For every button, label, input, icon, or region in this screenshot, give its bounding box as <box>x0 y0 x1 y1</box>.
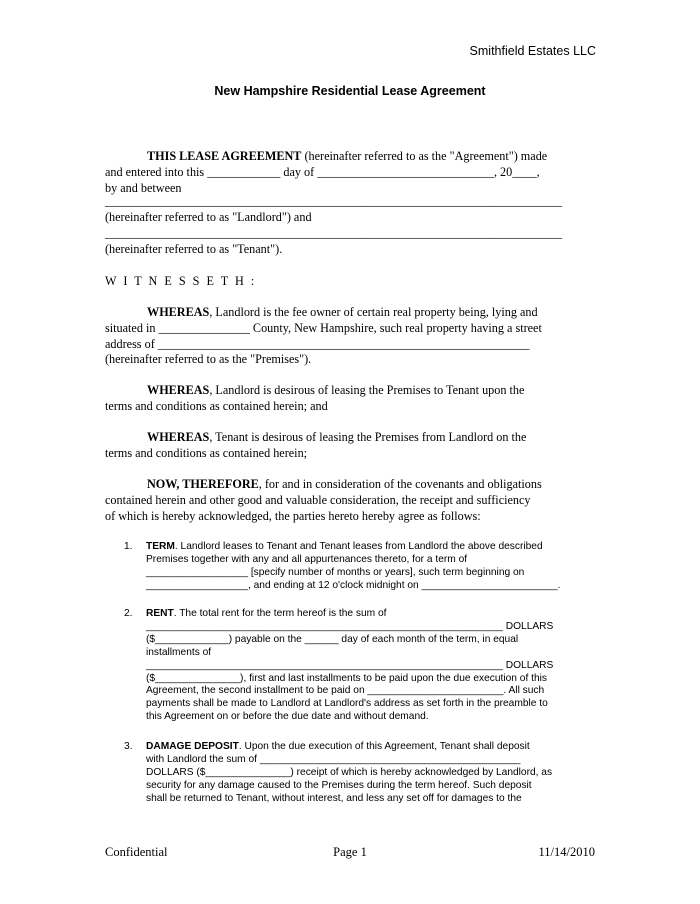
clause-heading: RENT <box>146 608 174 619</box>
whereas1-line2: situated in _______________ County, New Hampshire, such real property having a street <box>105 320 542 335</box>
clause-line: Agreement, the second installment to be paid on ________________________. All such <box>146 685 545 697</box>
clause-line: payments shall be made to Landlord at Landlord's address as set forth in the preamble to <box>146 698 548 710</box>
intro-line2: and entered into this ____________ day of _____________________________, 20____, <box>105 164 540 179</box>
landlord-label: (hereinafter referred to as "Landlord") and <box>105 210 312 225</box>
intro-paragraph <box>105 149 600 258</box>
landlord-blank: ___________________________________________________________________________ <box>105 194 563 209</box>
intro-line3: by and between <box>105 180 182 195</box>
footer-page-number: Page 1 <box>333 845 367 859</box>
now-therefore-line3: of which is hereby acknowledged, the parties hereto hereby agree as follows: <box>105 508 481 523</box>
footer-confidential: Confidential <box>105 845 168 859</box>
whereas1-bold: WHEREAS <box>147 305 210 319</box>
clause-line: __________________, and ending at 12 o'clock midnight on ________________________. <box>146 579 561 591</box>
whereas1-line3: address of _____________________________________________________________ <box>105 336 530 351</box>
clause-line: _______________________________________________________________ DOLLARS <box>146 620 554 632</box>
clause-heading: DAMAGE DEPOSIT <box>146 741 239 752</box>
now-therefore-line1: , for and in consideration of the covenants and obligations <box>258 477 542 491</box>
whereas-paragraph-2 <box>105 383 600 415</box>
clause-line: installments of <box>146 646 212 658</box>
tenant-label: (hereinafter referred to as "Tenant"). <box>105 241 283 256</box>
whereas1-line4: (hereinafter referred to as the "Premises"). <box>105 352 312 367</box>
clause-line: ($_____________) payable on the ______ day of each month of the term, in equal <box>146 633 519 645</box>
intro-bold: THIS LEASE AGREEMENT <box>147 149 302 163</box>
whereas3-bold: WHEREAS <box>147 430 210 444</box>
clause-line: . Upon the due execution of this Agreement, Tenant shall deposit <box>238 741 530 752</box>
now-therefore-paragraph <box>105 477 600 524</box>
clause-line: . Landlord leases to Tenant and Tenant leases from Landlord the above described <box>174 541 543 552</box>
clause-number: 2. <box>124 608 133 619</box>
whereas3-line2: terms and conditions as contained herein; <box>105 445 308 460</box>
company-name: Smithfield Estates LLC <box>469 44 596 58</box>
clause-line: with Landlord the sum of ______________________________________________ <box>146 753 521 765</box>
document-title: New Hampshire Residential Lease Agreement <box>214 84 486 98</box>
whereas2-bold: WHEREAS <box>147 383 210 397</box>
witnesseth-heading: W I T N E S S E T H : <box>105 274 257 288</box>
clause-line: . The total rent for the term hereof is the sum of <box>173 608 387 619</box>
whereas1-line1: , Landlord is the fee owner of certain real property being, lying and <box>209 305 538 319</box>
clause-line: Premises together with any and all appurtenances thereto, for a term of <box>146 553 468 565</box>
clause-number: 1. <box>124 541 133 552</box>
whereas-paragraph-3 <box>105 430 600 462</box>
whereas2-line2: terms and conditions as contained herein; and <box>105 398 328 413</box>
footer-date: 11/14/2010 <box>538 845 595 859</box>
clause-line: DOLLARS ($_______________) receipt of which is hereby acknowledged by Landlord, as <box>146 766 553 778</box>
now-therefore-line2: contained herein and other good and valuable consideration, the receipt and sufficiency <box>105 492 531 507</box>
now-therefore-bold: NOW, THEREFORE <box>147 477 259 491</box>
whereas2-line1: , Landlord is desirous of leasing the Premises to Tenant upon the <box>209 383 525 397</box>
whereas-paragraph-1 <box>105 305 600 368</box>
whereas3-line1: , Tenant is desirous of leasing the Premises from Landlord on the <box>209 430 527 444</box>
clause-line: __________________ [specify number of months or years], such term beginning on <box>146 566 525 578</box>
clause-line: shall be returned to Tenant, without interest, and less any set off for damages to the <box>146 792 522 804</box>
tenant-blank: ___________________________________________________________________________ <box>105 225 563 240</box>
clause-line: ($_______________), first and last installments to be paid upon the due execution of this <box>146 672 547 684</box>
intro-line1: (hereinafter referred to as the "Agreement") made <box>301 149 548 163</box>
clause-number: 3. <box>124 741 133 752</box>
clause-heading: TERM <box>146 541 175 552</box>
clause-line: security for any damage caused to the Premises during the term hereof. Such deposit <box>146 779 532 791</box>
clause-line: this Agreement on or before the due date and without demand. <box>146 711 429 723</box>
clause-line: _______________________________________________________________ DOLLARS <box>146 659 554 671</box>
